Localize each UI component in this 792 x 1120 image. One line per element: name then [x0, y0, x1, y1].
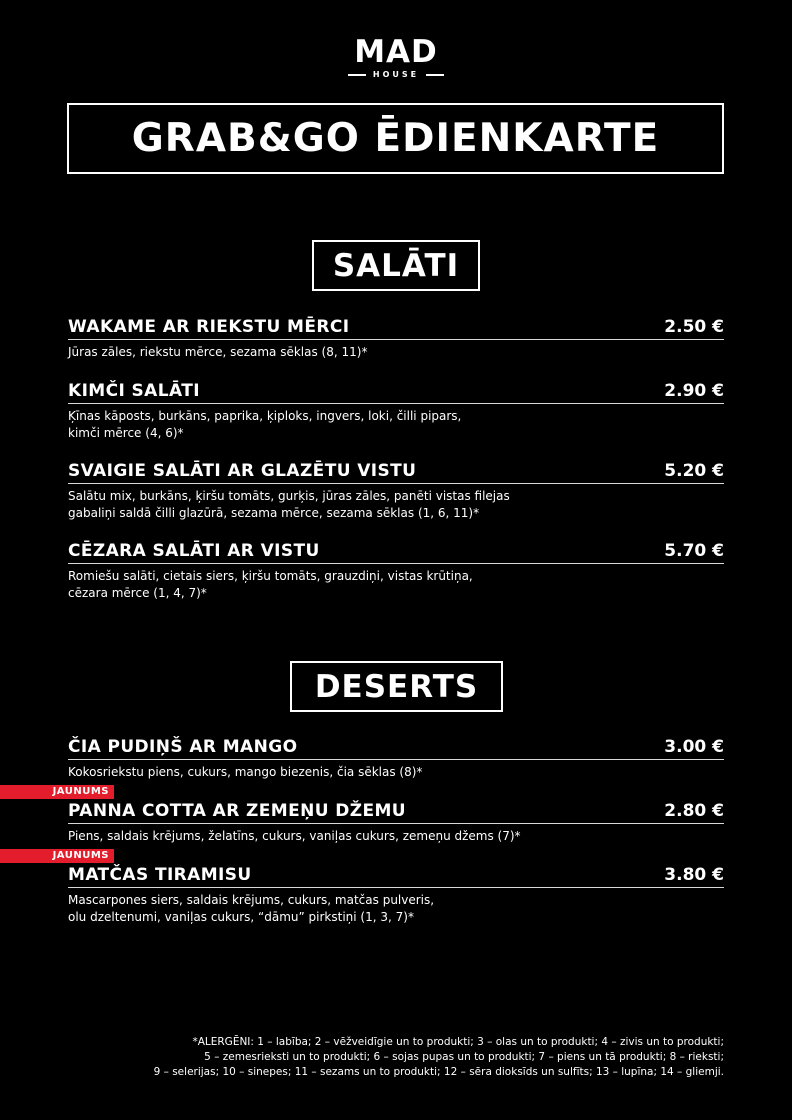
item-price: 2.80 €: [664, 801, 724, 821]
item-header: [68, 380, 724, 404]
menu-item: [68, 864, 724, 926]
item-name: SVAIGIE SALĀTI AR GLAZĒTU VISTU: [68, 461, 417, 481]
item-price: 5.70 €: [664, 541, 724, 561]
new-badge: [0, 849, 114, 863]
item-price: 5.20 €: [664, 461, 724, 481]
item-name: CĒZARA SALĀTI AR VISTU: [68, 541, 320, 561]
new-badge: [0, 785, 114, 799]
logo-line-right: [426, 74, 444, 76]
menu-item: [68, 736, 724, 781]
new-badge-label: JAUNUMS: [52, 850, 109, 861]
item-header: [68, 800, 724, 824]
item-header: [68, 540, 724, 564]
section-title-deserts: DESERTS: [314, 668, 479, 705]
item-price: 3.80 €: [664, 865, 724, 885]
logo-line-left: [348, 74, 366, 76]
logo: [0, 36, 792, 80]
section-heading-salati: [312, 240, 480, 291]
section-title-salati: SALĀTI: [332, 247, 460, 284]
item-price: 2.90 €: [664, 381, 724, 401]
item-description: [68, 568, 724, 602]
new-badge-label: JAUNUMS: [52, 786, 109, 797]
item-description-line: Ķīnas kāposts, burkāns, paprika, ķiploks, ingvers, loki, čilli pipars,: [68, 409, 462, 423]
logo-sub: [0, 70, 792, 80]
item-description: [68, 488, 724, 522]
item-description-line: cēzara mērce (1, 4, 7)*: [68, 586, 207, 600]
menu-title: GRAB&GO ĒDIENKARTE: [131, 116, 660, 161]
item-description-line: Jūras zāles, riekstu mērce, sezama sēklas (8, 11)*: [68, 345, 368, 359]
item-description-line: olu dzeltenumi, vaniļas cukurs, “dāmu” pirkstiņi (1, 3, 7)*: [68, 910, 414, 924]
allergen-line: 5 – zemesrieksti un to produkti; 6 – sojas pupas un to produkti; 7 – piens un tā produkti; 8 – rieksti;: [204, 1051, 724, 1063]
allergen-line: *ALERGĒNI: 1 – labība; 2 – vēžveidīgie un to produkti; 3 – olas un to produkti; 4 – zivis un to produkti;: [192, 1036, 724, 1048]
item-description-line: kimči mērce (4, 6)*: [68, 426, 184, 440]
item-name: ČIA PUDIŅŠ AR MANGO: [68, 737, 298, 757]
item-name: PANNA COTTA AR ZEMEŅU DŽEMU: [68, 801, 407, 821]
item-description: [68, 892, 724, 926]
menu-item: [68, 800, 724, 845]
item-name: MATČAS TIRAMISU: [68, 865, 252, 885]
item-description-line: gabaliņi saldā čilli glazūrā, sezama mērce, sezama sēklas (1, 6, 11)*: [68, 506, 480, 520]
item-name: WAKAME AR RIEKSTU MĒRCI: [68, 317, 350, 337]
item-description-line: Salātu mix, burkāns, ķiršu tomāts, gurķis, jūras zāles, panēti vistas filejas: [68, 489, 510, 503]
item-description-line: Mascarpones siers, saldais krējums, cukurs, matčas pulveris,: [68, 893, 435, 907]
section-heading-deserts: [290, 661, 503, 712]
item-header: [68, 460, 724, 484]
item-description-line: Romiešu salāti, cietais siers, ķiršu tomāts, grauzdiņi, vistas krūtiņa,: [68, 569, 473, 583]
logo-main: MAD: [354, 34, 438, 70]
menu-item: [68, 316, 724, 361]
item-header: [68, 316, 724, 340]
menu-title-box: [67, 103, 724, 174]
item-description-line: Piens, saldais krējums, želatīns, cukurs, vaniļas cukurs, zemeņu džems (7)*: [68, 829, 521, 843]
menu-item: [68, 380, 724, 442]
menu-item: [68, 460, 724, 522]
menu-item: [68, 540, 724, 602]
item-description: [68, 344, 724, 361]
allergen-legend: [60, 1035, 724, 1080]
item-description: [68, 764, 724, 781]
item-description: [68, 828, 724, 845]
item-price: 2.50 €: [664, 317, 724, 337]
item-price: 3.00 €: [664, 737, 724, 757]
item-name: KIMČI SALĀTI: [68, 381, 200, 401]
item-description: [68, 408, 724, 442]
logo-sub-text: HOUSE: [372, 70, 420, 79]
item-header: [68, 864, 724, 888]
item-header: [68, 736, 724, 760]
allergen-line: 9 – selerijas; 10 – sinepes; 11 – sezams un to produkti; 12 – sēra dioksīds un sulfīts; 13 – lupīna; 14 – gliemji.: [153, 1066, 724, 1078]
item-description-line: Kokosriekstu piens, cukurs, mango biezenis, čia sēklas (8)*: [68, 765, 423, 779]
